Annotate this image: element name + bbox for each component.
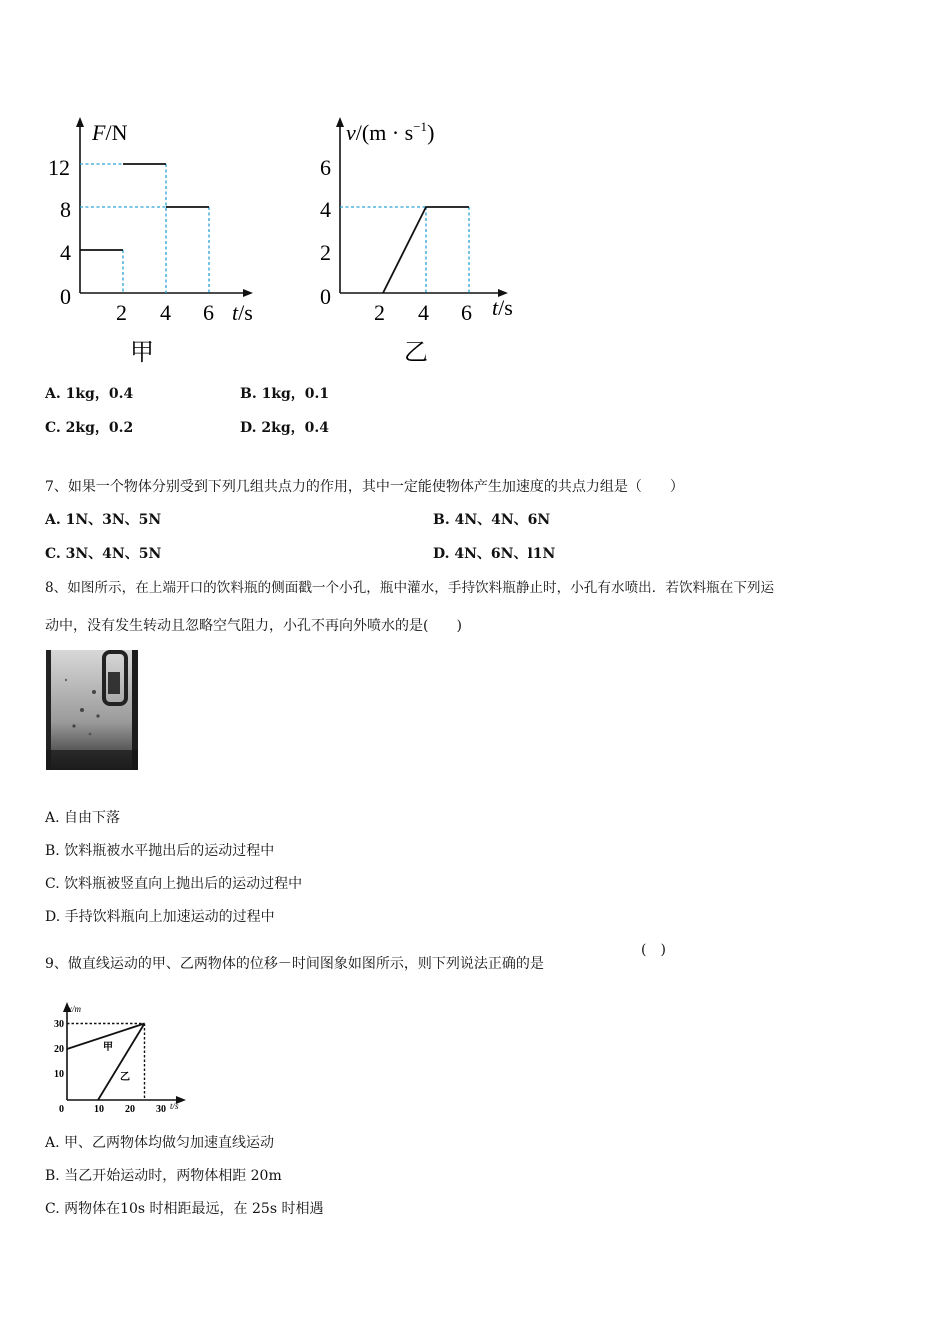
jia-ytick: 0 bbox=[60, 284, 71, 309]
q9-option-c[interactable]: C. 两物体在10s 时相距最远，在 25s 时相遇 bbox=[45, 1201, 324, 1217]
yi-ytick: 2 bbox=[320, 240, 331, 265]
jia-xtick: 2 bbox=[116, 300, 127, 325]
q6-option-a[interactable]: A. 1kg，0.4 bbox=[45, 386, 134, 402]
q8-option-d[interactable]: D. 手持饮料瓶向上加速运动的过程中 bbox=[45, 909, 275, 925]
q9-ytick: 10 bbox=[54, 1069, 64, 1080]
q9-figure bbox=[48, 1002, 188, 1117]
jia-ylabel: F/N bbox=[92, 120, 128, 145]
yi-ytick: 0 bbox=[320, 284, 331, 309]
figure-yi bbox=[300, 110, 540, 370]
yi-xlabel: t/s bbox=[492, 295, 513, 320]
q8-option-a[interactable]: A. 自由下落 bbox=[45, 810, 121, 826]
q9-ylabel: x/m bbox=[68, 1004, 81, 1014]
yi-xtick: 2 bbox=[374, 300, 385, 325]
q7-option-d[interactable]: D. 4N、6N、l1N bbox=[433, 546, 556, 562]
yi-ylabel: $v/(m \cdot s^{-1})$ bbox=[346, 119, 435, 145]
q8-stem-line1: 8、如图所示，在上端开口的饮料瓶的侧面戳一个小孔，瓶中灌水，手持饮料瓶静止时，小孔有水喷出．若饮料瓶在下列运 bbox=[45, 580, 775, 596]
q9-xtick: 20 bbox=[125, 1104, 135, 1115]
yi-xtick: 4 bbox=[418, 300, 429, 325]
q8-option-c[interactable]: C. 饮料瓶被竖直向上抛出后的运动过程中 bbox=[45, 876, 303, 892]
jia-ytick: 4 bbox=[60, 240, 71, 265]
q9-paren: ( ) bbox=[641, 942, 666, 958]
q7-stem: 7、如果一个物体分别受到下列几组共点力的作用，其中一定能使物体产生加速度的共点力组是（ ） bbox=[45, 479, 684, 495]
figure-jia bbox=[40, 110, 280, 370]
q9-ytick: 20 bbox=[54, 1044, 64, 1055]
yi-ytick: 4 bbox=[320, 197, 331, 222]
yi-xtick: 6 bbox=[461, 300, 472, 325]
q8-option-b[interactable]: B. 饮料瓶被水平抛出后的运动过程中 bbox=[45, 843, 275, 859]
jia-y-arrow bbox=[76, 117, 84, 127]
q7-option-c[interactable]: C. 3N、4N、5N bbox=[45, 546, 162, 562]
jia-xtick: 6 bbox=[203, 300, 214, 325]
q8-stem-line2: 动中，没有发生转动且忽略空气阻力，小孔不再向外喷水的是( ) bbox=[45, 618, 462, 634]
q9-option-b[interactable]: B. 当乙开始运动时，两物体相距 20m bbox=[45, 1168, 282, 1184]
bottle-photo bbox=[46, 650, 138, 770]
q9-label-jia: 甲 bbox=[103, 1042, 113, 1053]
q9-stem: 9、做直线运动的甲、乙两物体的位移－时间图象如图所示，则下列说法正确的是 bbox=[45, 956, 544, 972]
q9-option-a[interactable]: A. 甲、乙两物体均做匀加速直线运动 bbox=[45, 1135, 275, 1151]
q9-xtick: 10 bbox=[94, 1104, 104, 1115]
jia-caption: 甲 bbox=[130, 340, 154, 366]
q9-ytick: 30 bbox=[54, 1019, 64, 1030]
yi-y-arrow bbox=[336, 117, 344, 127]
jia-ytick: 12 bbox=[48, 155, 70, 180]
q7-option-a[interactable]: A. 1N、3N、5N bbox=[45, 512, 162, 528]
q6-option-d[interactable]: D. 2kg，0.4 bbox=[240, 420, 329, 436]
q9-series-yi bbox=[98, 1024, 145, 1101]
q9-xtick: 0 bbox=[59, 1104, 64, 1115]
q7-option-b[interactable]: B. 4N、4N、6N bbox=[433, 512, 551, 528]
q6-option-c[interactable]: C. 2kg，0.2 bbox=[45, 420, 134, 436]
jia-ytick: 8 bbox=[60, 197, 71, 222]
yi-caption: 乙 bbox=[404, 340, 428, 366]
q9-xlabel: t/s bbox=[170, 1101, 179, 1111]
q6-option-b[interactable]: B. 1kg，0.1 bbox=[240, 386, 330, 402]
jia-xlabel: t/s bbox=[232, 300, 253, 325]
q9-label-yi: 乙 bbox=[120, 1072, 130, 1083]
jia-x-arrow bbox=[243, 289, 253, 297]
jia-xtick: 4 bbox=[160, 300, 171, 325]
yi-ytick: 6 bbox=[320, 155, 331, 180]
q9-xtick: 30 bbox=[156, 1104, 166, 1115]
